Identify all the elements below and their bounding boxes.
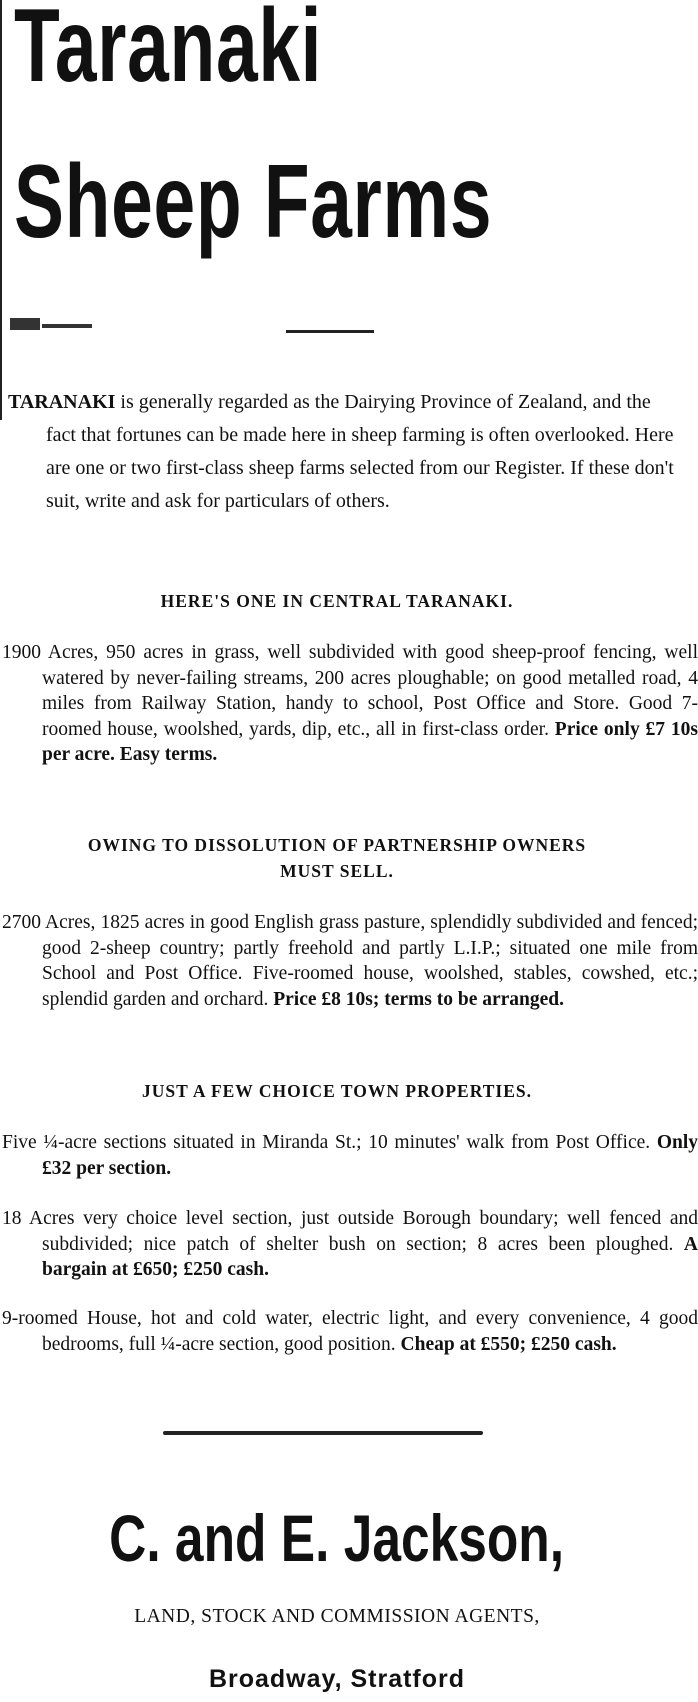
listing-text: 18 Acres very choice level section, just outside Borough boundary; well fenced and subdivided; nice patch of shelter bush on section; 8 acres been ploughed. (2, 1208, 698, 1255)
listing-price: A bargain at £650; £250 cash. (42, 1233, 698, 1280)
heading-line-1: OWING TO DISSOLUTION OF PARTNERSHIP OWNERS (87, 835, 587, 855)
listing-price: Cheap at £550; £250 cash. (400, 1333, 617, 1355)
intro-lead: TARANAKI (8, 391, 116, 413)
decorative-rule-bottom (163, 1431, 483, 1435)
section-heading-dissolution (0, 832, 674, 884)
listing-text: 2700 Acres, 1825 acres in good English grass pasture, splendidly subdivided and fenced; good 2-sheep country; partly freehold and partly L.I.P.; situated one mile from School and Post Office. Five-roomed house, woolshed, stables, cowshed, etc.; splendid garden and orchard. (2, 912, 698, 1010)
listing-text: 1900 Acres, 950 acres in grass, well subdivided with good sheep-proof fencing, well watered by never-failing streams, 200 acres ploughable; on good metalled road, 4 miles from Railway Station, handy to school, Post Office and Store. Good 7-roomed house, woolshed, yards, dip, etc., all in first-class order. (2, 642, 698, 740)
headline-taranaki: Taranaki (14, 0, 323, 104)
listing-price: Price £8 10s; terms to be arranged. (273, 988, 565, 1010)
listing-9-roomed-house (2, 1306, 698, 1357)
listing-18-acres (2, 1206, 698, 1283)
listing-2700-acres (2, 910, 698, 1012)
firm-name (0, 1501, 674, 1575)
listing-miranda-st (2, 1130, 698, 1181)
section-heading-town-properties: JUST A FEW CHOICE TOWN PROPERTIES. (142, 1081, 532, 1101)
firm-description: LAND, STOCK AND COMMISSION AGENTS, (134, 1606, 540, 1627)
listing-text: Five ¼-acre sections situated in Miranda St.; 10 minutes' walk from Post Office. (2, 1132, 657, 1153)
print-smudge (42, 324, 92, 328)
left-border-rule (0, 0, 2, 420)
listing-price: Only £32 per section. (42, 1132, 698, 1179)
print-smudge (10, 318, 40, 330)
listing-text: 9-roomed House, hot and cold water, electric light, and every convenience, 4 good bedrooms, full ¼-acre section, good position. (2, 1308, 698, 1355)
listing-1900-acres (2, 640, 698, 768)
headline-sheep-farms: Sheep Farms (14, 144, 493, 260)
heading-line-2: MUST SELL. (280, 861, 394, 881)
intro-paragraph (8, 386, 676, 518)
intro-text: is generally regarded as the Dairying Province of Zealand, and the fact that fortunes can be made here in sheep farming is often overlooked. Here are one or two first-class sheep farms selected from our Register. If these don't suit, write and ask for particulars of others. (46, 391, 674, 512)
decorative-rule-top (286, 330, 374, 333)
firm-name-text: C. and E. Jackson, (109, 1501, 565, 1575)
section-heading-central-taranaki: HERE'S ONE IN CENTRAL TARANAKI. (160, 591, 514, 611)
firm-address: Broadway, Stratford (208, 1665, 466, 1693)
listing-price: Price only £7 10s per acre. Easy terms. (42, 718, 698, 765)
